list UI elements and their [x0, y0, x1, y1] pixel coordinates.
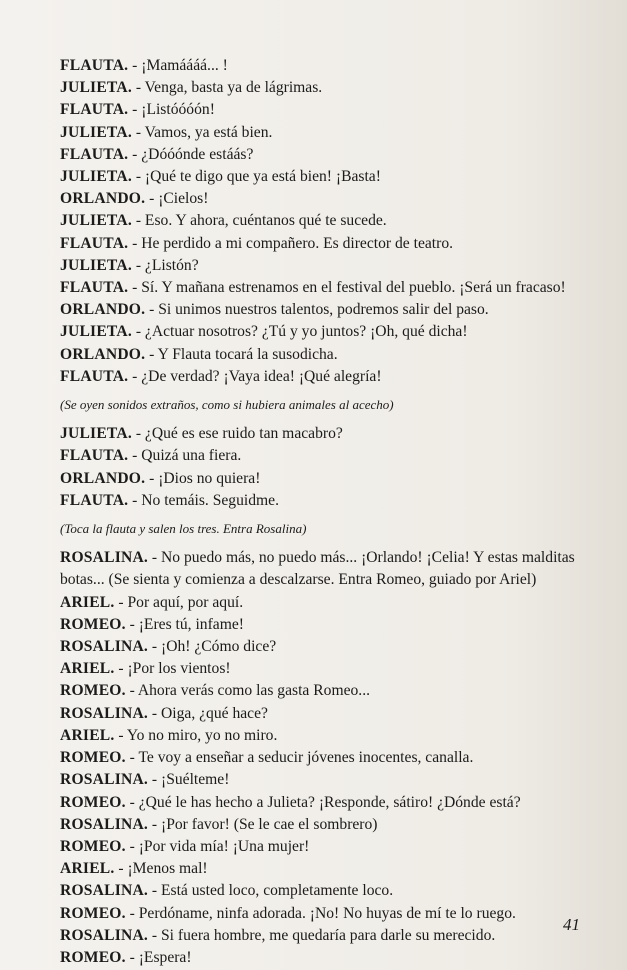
stage-direction: (Toca la flauta y salen los tres. Entra Rosalina): [60, 521, 307, 537]
dialogue-text: - ¿Qué le has hecho a Julieta? ¡Responde, sátiro! ¿Dónde está?: [125, 793, 521, 811]
dialogue-text: - Si unimos nuestros talentos, podremos salir del paso.: [145, 301, 489, 319]
dialogue-text: - ¿Actuar nosotros? ¿Tú y yo juntos? ¡Oh, qué dicha!: [131, 323, 468, 341]
dialogue-line: [60, 680, 600, 702]
dialogue-line: [60, 547, 600, 569]
speaker-name: ROSALINA.: [60, 549, 149, 567]
speaker-name: FLAUTA.: [60, 367, 129, 385]
dialogue-text: - ¡Dios no quiera!: [145, 469, 261, 487]
dialogue-text: - Yo no miro, yo no miro.: [114, 726, 278, 744]
dialogue-text: - ¡Por vida mía! ¡Una mujer!: [125, 837, 310, 855]
stage-direction: (Se oyen sonidos extraños, como si hubiera animales al acecho): [60, 397, 394, 413]
speaker-name: FLAUTA.: [60, 447, 129, 465]
speaker-name: ORLANDO.: [60, 190, 146, 208]
speaker-name: FLAUTA.: [60, 234, 129, 252]
dialogue-line: [60, 947, 600, 969]
dialogue-line: [60, 366, 600, 388]
speaker-name: FLAUTA.: [60, 57, 129, 74]
dialogue-line: [60, 592, 600, 614]
speaker-name: ORLANDO.: [60, 345, 146, 363]
speaker-name: FLAUTA.: [60, 279, 129, 297]
dialogue-text: - ¿De verdad? ¡Vaya idea! ¡Qué alegría!: [128, 367, 382, 385]
dialogue-line: [60, 233, 600, 255]
speaker-name: ROMEO.: [60, 749, 126, 767]
dialogue-continuation: botas... (Se sienta y comienza a descalzarse. Entra Romeo, guiado por Ariel): [60, 571, 537, 589]
dialogue-line: [60, 636, 600, 658]
dialogue-line: [60, 321, 600, 343]
dialogue-text: - Por aquí, por aquí.: [114, 593, 244, 611]
speaker-name: ROMEO.: [60, 948, 126, 966]
dialogue-text: - ¡Eres tú, infame!: [125, 615, 244, 633]
dialogue-text: - Quizá una fiera.: [128, 447, 242, 465]
speaker-name: JULIETA.: [60, 425, 132, 443]
dialogue-text: - ¡Mamáááá... !: [128, 57, 228, 74]
dialogue-line: [60, 299, 600, 321]
dialogue-line: [60, 792, 600, 814]
speaker-name: ROMEO.: [60, 682, 126, 700]
speaker-name: JULIETA.: [60, 168, 132, 186]
dialogue-line: [60, 490, 600, 512]
dialogue-text: - No temáis. Seguidme.: [128, 491, 279, 509]
dialogue-line: [60, 614, 600, 636]
dialogue-line: [60, 99, 600, 121]
dialogue-line: [60, 122, 600, 144]
dialogue-line: [60, 166, 600, 188]
speaker-name: ROSALINA.: [60, 815, 149, 833]
dialogue-text: - Sí. Y mañana estrenamos en el festival del pueblo. ¡Será un fracaso!: [128, 279, 566, 297]
speaker-name: ORLANDO.: [60, 301, 146, 319]
speaker-name: JULIETA.: [60, 323, 132, 341]
dialogue-line: [60, 188, 600, 210]
page-number: 41: [563, 915, 580, 934]
dialogue-text: - Ahora verás como las gasta Romeo...: [125, 682, 370, 700]
dialogue-line: [60, 255, 600, 277]
speaker-name: ARIEL.: [60, 860, 115, 878]
dialogue-text: - Si fuera hombre, me quedaría para darle su merecido.: [148, 926, 496, 944]
dialogue-text: - Vamos, ya está bien.: [131, 123, 273, 141]
dialogue-text: - ¡Cielos!: [145, 190, 209, 208]
speaker-name: ORLANDO.: [60, 469, 146, 487]
dialogue-text: - ¡Por favor! (Se le cae el sombrero): [148, 815, 378, 833]
dialogue-text: - ¿Listón?: [131, 256, 199, 274]
dialogue-line: [60, 277, 600, 299]
dialogue-line: [60, 658, 600, 680]
dialogue-line: [60, 725, 600, 747]
dialogue-text: - Oiga, ¿qué hace?: [148, 704, 268, 722]
dialogue-line: [60, 144, 600, 166]
speaker-name: JULIETA.: [60, 79, 132, 97]
speaker-name: ROSALINA.: [60, 638, 149, 656]
dialogue-line: [60, 423, 600, 445]
dialogue-line: [60, 468, 600, 490]
dialogue-text: - ¡Qué te digo que ya está bien! ¡Basta!: [131, 168, 381, 186]
speaker-name: ROMEO.: [60, 793, 126, 811]
speaker-name: ROSALINA.: [60, 882, 149, 900]
dialogue-line: [60, 858, 600, 880]
speaker-name: ROMEO.: [60, 837, 126, 855]
dialogue-text: - ¿Dóóónde estáás?: [128, 145, 254, 163]
dialogue-text: - Te voy a enseñar a seducir jóvenes inocentes, canalla.: [125, 749, 474, 767]
dialogue-line: [60, 210, 600, 232]
speaker-name: ROMEO.: [60, 615, 126, 633]
dialogue-text: - He perdido a mi compañero. Es director de teatro.: [128, 234, 454, 252]
speaker-name: ARIEL.: [60, 660, 115, 678]
speaker-name: ARIEL.: [60, 726, 115, 744]
speaker-name: FLAUTA.: [60, 101, 129, 119]
dialogue-line: [60, 880, 600, 902]
speaker-name: JULIETA.: [60, 212, 132, 230]
dialogue-text: - Venga, basta ya de lágrimas.: [131, 79, 323, 97]
dialogue-text: - ¡Listóóóón!: [128, 101, 215, 119]
speaker-name: JULIETA.: [60, 123, 132, 141]
dialogue-text: - ¿Qué es ese ruido tan macabro?: [131, 425, 343, 443]
speaker-name: JULIETA.: [60, 256, 132, 274]
play-text: [60, 55, 600, 969]
dialogue-line: [60, 344, 600, 366]
dialogue-text: - Eso. Y ahora, cuéntanos qué te sucede.: [131, 212, 387, 230]
dialogue-text: - Perdóname, ninfa adorada. ¡No! No huyas de mí te lo ruego.: [125, 904, 516, 922]
dialogue-line: [60, 769, 600, 791]
speaker-name: ROSALINA.: [60, 704, 149, 722]
dialogue-line: [60, 747, 600, 769]
dialogue-text: - ¡Menos mal!: [114, 860, 208, 878]
dialogue-text: - Y Flauta tocará la susodicha.: [145, 345, 338, 363]
dialogue-text: - ¡Suélteme!: [148, 771, 230, 789]
dialogue-line: [60, 814, 600, 836]
speaker-name: ROSALINA.: [60, 771, 149, 789]
dialogue-text: - Está usted loco, completamente loco.: [148, 882, 394, 900]
dialogue-text: - No puedo más, no puedo más... ¡Orlando! ¡Celia! Y estas malditas: [148, 549, 575, 567]
speaker-name: FLAUTA.: [60, 145, 129, 163]
dialogue-line: [60, 836, 600, 858]
dialogue-line: [60, 903, 600, 925]
dialogue-line: [60, 925, 600, 947]
dialogue-text: - ¡Espera!: [125, 948, 192, 966]
speaker-name: ROMEO.: [60, 904, 126, 922]
dialogue-line: [60, 77, 600, 99]
dialogue-text: - ¡Oh! ¿Cómo dice?: [148, 638, 277, 656]
speaker-name: ARIEL.: [60, 593, 115, 611]
dialogue-line: [60, 445, 600, 467]
speaker-name: FLAUTA.: [60, 491, 129, 509]
dialogue-text: - ¡Por los vientos!: [114, 660, 231, 678]
speaker-name: ROSALINA.: [60, 926, 149, 944]
dialogue-line: [60, 703, 600, 725]
dialogue-line: [60, 55, 600, 77]
